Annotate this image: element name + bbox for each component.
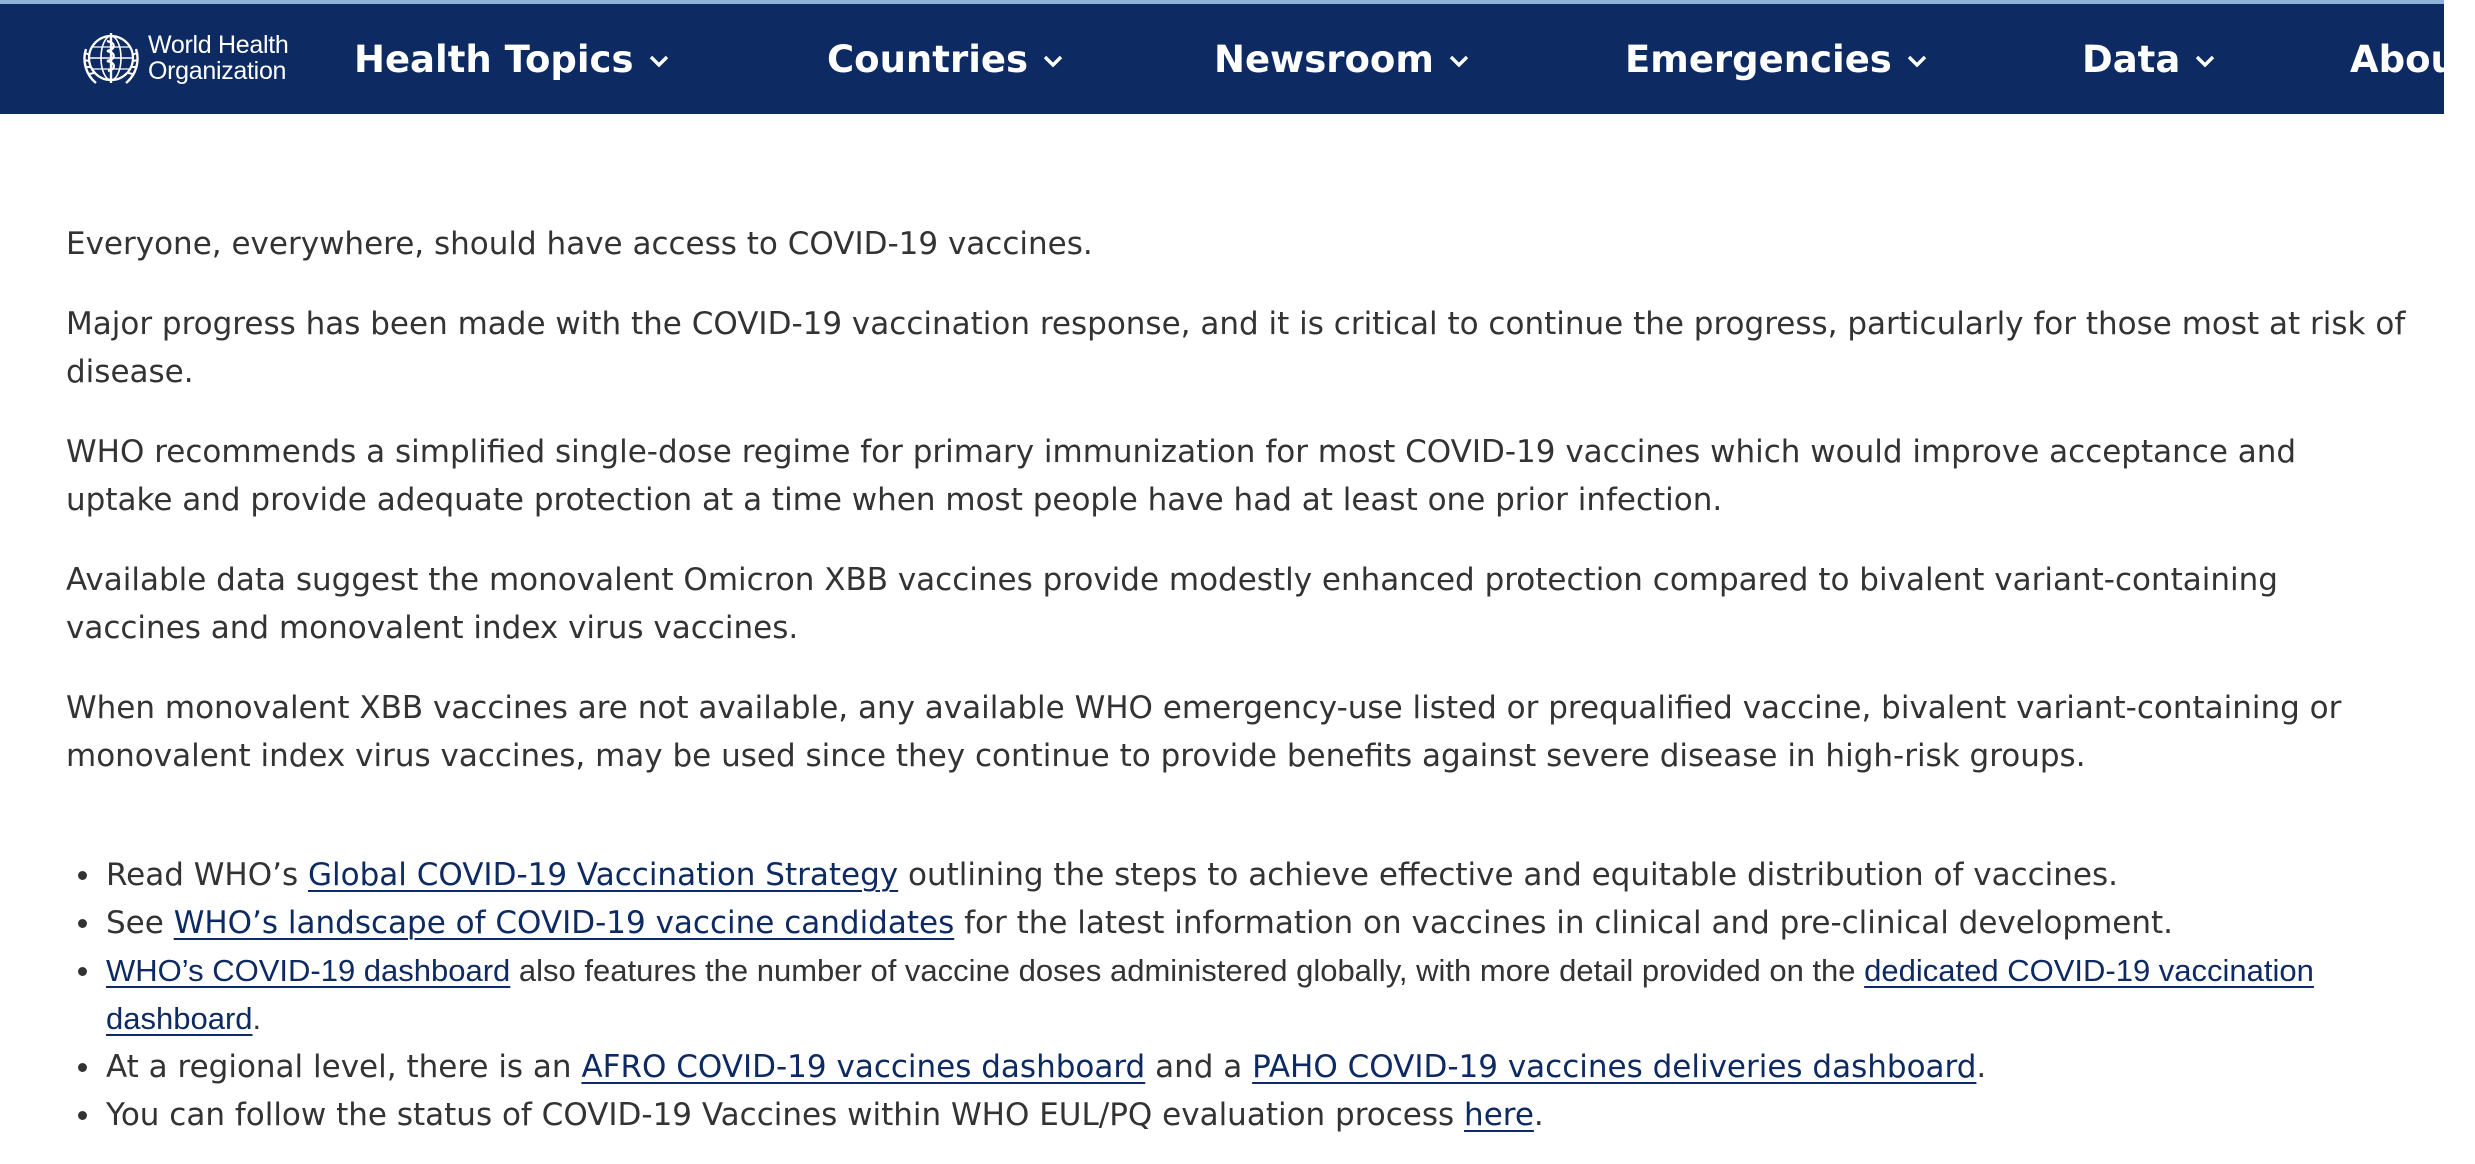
nav-label: Countries — [827, 37, 1028, 81]
chevron-down-icon — [1906, 50, 1928, 72]
list-item — [106, 899, 2446, 947]
list-text: You can follow the status of COVID-19 Vaccines within WHO EUL/PQ evaluation process — [106, 1097, 1465, 1133]
list-text: and a — [1145, 1049, 1253, 1085]
link-vaccine-landscape[interactable]: WHO’s landscape of COVID-19 vaccine candidates — [173, 905, 955, 941]
paragraph: WHO recommends a simplified single-dose regime for primary immunization for most COVID-19 vaccines which would improve acceptance and uptake and provide adequate protection at a time when most people have had at least one prior infection. — [66, 434, 2297, 518]
paragraph: Major progress has been made with the COVID-19 vaccination response, and it is critical to continue the progress, particularly for those most at risk of disease. — [66, 306, 2406, 390]
resource-list — [66, 851, 2446, 1139]
nav-countries[interactable] — [827, 4, 1064, 114]
nav-health-topics[interactable] — [354, 4, 670, 114]
nav-label: About — [2350, 37, 2475, 81]
nav-label: Newsroom — [1214, 37, 1434, 81]
main-content — [66, 220, 2406, 812]
link-covid-dashboard[interactable]: WHO’s COVID-19 dashboard — [106, 953, 511, 988]
link-vaccination-dashboard[interactable]: dedicated COVID-19 vaccination dashboard — [106, 953, 2314, 1036]
paragraph: Everyone, everywhere, should have access to COVID-19 vaccines. — [66, 226, 1093, 262]
chevron-down-icon — [648, 50, 670, 72]
list-text: Read WHO’s — [106, 857, 308, 893]
list-text: . — [252, 1001, 262, 1036]
who-logo[interactable] — [80, 26, 288, 90]
list-item — [106, 1091, 2446, 1139]
list-text: also features the number of vaccine doses administered globally, with more detail provided on the — [510, 953, 1865, 988]
list-text: for the latest information on vaccines in clinical and pre-clinical development. — [954, 905, 2174, 941]
list-text: See — [106, 905, 174, 941]
list-item — [106, 1043, 2446, 1091]
link-afro-dashboard[interactable]: AFRO COVID-19 vaccines dashboard — [581, 1049, 1146, 1085]
nav-label: Emergencies — [1625, 37, 1892, 81]
chevron-down-icon — [1448, 50, 1470, 72]
logo-line-1: World Health — [148, 31, 289, 59]
nav-about[interactable] — [2350, 4, 2475, 114]
link-vaccination-strategy[interactable]: Global COVID-19 Vaccination Strategy — [307, 857, 899, 893]
list-text: At a regional level, there is an — [106, 1049, 582, 1085]
who-emblem-icon — [80, 27, 142, 89]
logo-line-2: Organization — [148, 57, 287, 85]
list-text: . — [1976, 1049, 1987, 1085]
list-item — [106, 947, 2446, 1043]
logo-text — [148, 32, 288, 84]
paragraph: Available data suggest the monovalent Omicron XBB vaccines provide modestly enhanced protection compared to bivalent variant-containing vaccines and monovalent index virus vaccines. — [66, 562, 2278, 646]
link-paho-dashboard[interactable]: PAHO COVID-19 vaccines deliveries dashboard — [1252, 1049, 1977, 1085]
chevron-down-icon — [1042, 50, 1064, 72]
main-navigation — [0, 4, 2475, 114]
nav-newsroom[interactable] — [1214, 4, 1470, 114]
link-here[interactable]: here — [1464, 1097, 1534, 1133]
nav-data[interactable] — [2082, 4, 2216, 114]
list-item — [106, 851, 2446, 899]
nav-label: Health Topics — [354, 37, 634, 81]
nav-emergencies[interactable] — [1625, 4, 1928, 114]
chevron-down-icon — [2194, 50, 2216, 72]
nav-label: Data — [2082, 37, 2181, 81]
list-text: . — [1533, 1097, 1544, 1133]
list-text: outlining the steps to achieve effective and equitable distribution of vaccines. — [898, 857, 2118, 893]
paragraph: When monovalent XBB vaccines are not available, any available WHO emergency-use listed or prequalified vaccine, bivalent variant-containing or monovalent index virus vaccines, may be used since they continue to provide benefits against severe disease in high-risk groups. — [66, 690, 2342, 774]
